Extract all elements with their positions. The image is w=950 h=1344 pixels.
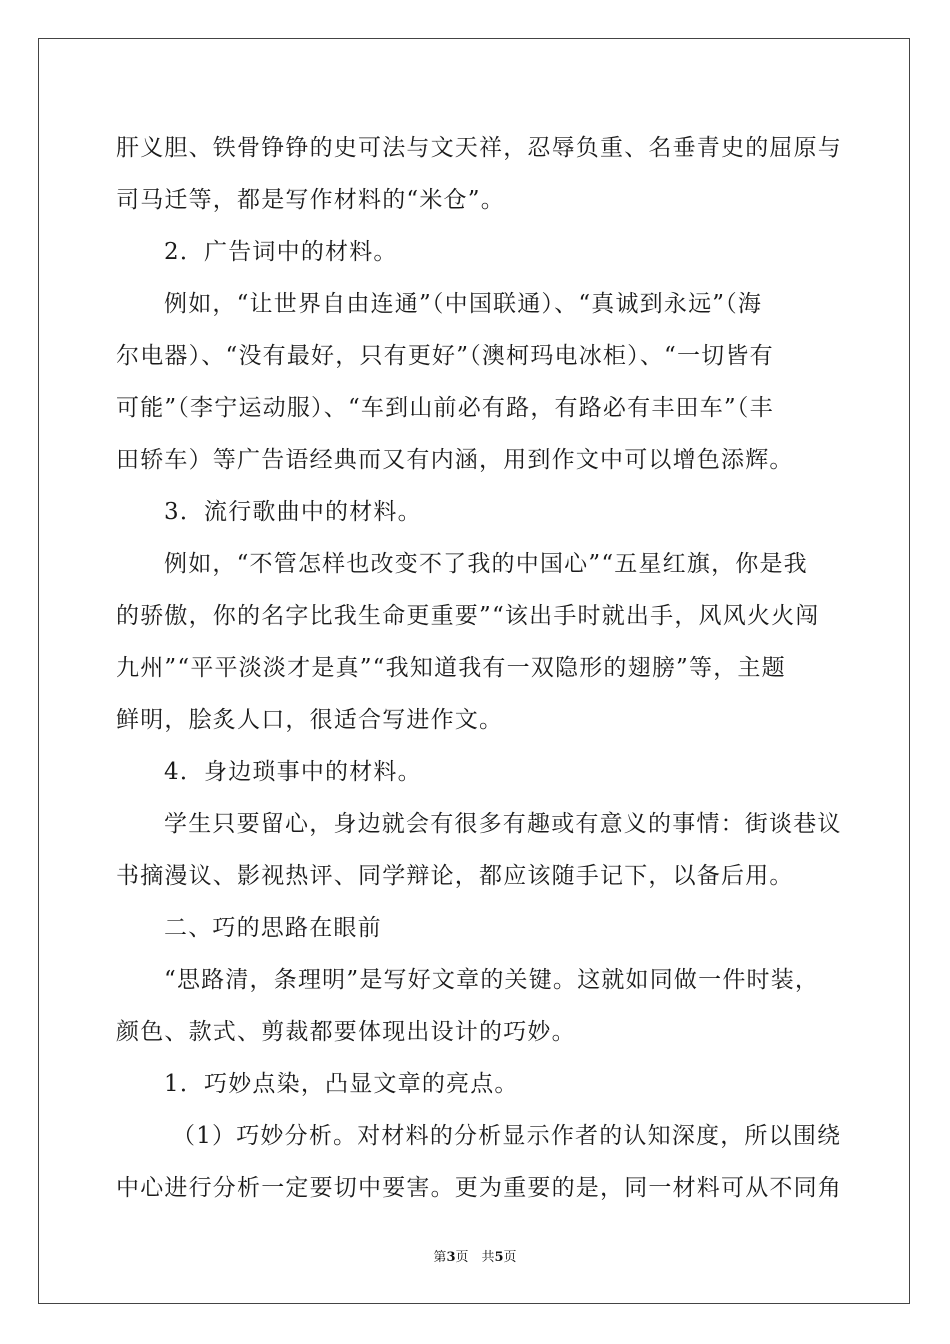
section-heading: 1．巧妙点染，凸显文章的亮点。 [164,1071,519,1097]
section-heading: 4．身边琐事中的材料。 [164,759,422,785]
page-footer [0,1246,950,1265]
paragraph-line: 的骄傲，你的名字比我生命更重要”“该出手时就出手，风风火火闯 [116,603,820,629]
paragraph-line: 九州”“平平淡淡才是真”“我知道我有一双隐形的翅膀”等，主题 [116,655,786,681]
paragraph-line: 可能”（李宁运动服）、“车到山前必有路，有路必有丰田车”（丰 [116,395,774,421]
paragraph-line: 书摘漫议、影视热评、同学辩论，都应该随手记下，以备后用。 [116,863,794,889]
section-heading: 3．流行歌曲中的材料。 [164,499,422,525]
paragraph-line: 鲜明，脍炙人口，很适合写进作文。 [116,707,504,733]
paragraph-line: 肝义胆、铁骨铮铮的史可法与文天祥，忍辱负重、名垂青史的屈原与 [116,135,842,161]
paragraph-line: （1）巧妙分析。对材料的分析显示作者的认知深度，所以围绕 [172,1123,842,1149]
footer-mid: 页 共 [455,1250,495,1265]
chapter-heading: 二、巧的思路在眼前 [164,915,382,941]
footer-suffix: 页 [503,1250,517,1265]
paragraph-line: 学生只要留心，身边就会有很多有趣或有意义的事情：街谈巷议 [164,811,842,837]
paragraph-line: 田轿车）等广告语经典而又有内涵，用到作文中可以增色添辉。 [116,447,794,473]
total-page-count: 5 [494,1250,504,1265]
paragraph-line: 司马迁等，都是写作材料的“米仓”。 [116,187,505,213]
section-heading: 2．广告词中的材料。 [164,239,398,265]
footer-prefix: 第 [433,1250,447,1265]
current-page-number: 3 [446,1250,456,1265]
paragraph-line: “思路清，条理明”是写好文章的关键。这就如同做一件时装， [164,967,820,993]
paragraph-line: 例如，“不管怎样也改变不了我的中国心”“五星红旗，你是我 [164,551,808,577]
paragraph-line: 例如，“让世界自由连通”（中国联通）、“真诚到永远”（海 [164,291,763,317]
paragraph-line: 中心进行分析一定要切中要害。更为重要的是，同一材料可从不同角 [116,1175,842,1201]
paragraph-line: 颜色、款式、剪裁都要体现出设计的巧妙。 [116,1019,576,1045]
paragraph-line: 尔电器）、“没有最好，只有更好”（澳柯玛电冰柜）、“一切皆有 [116,343,774,369]
